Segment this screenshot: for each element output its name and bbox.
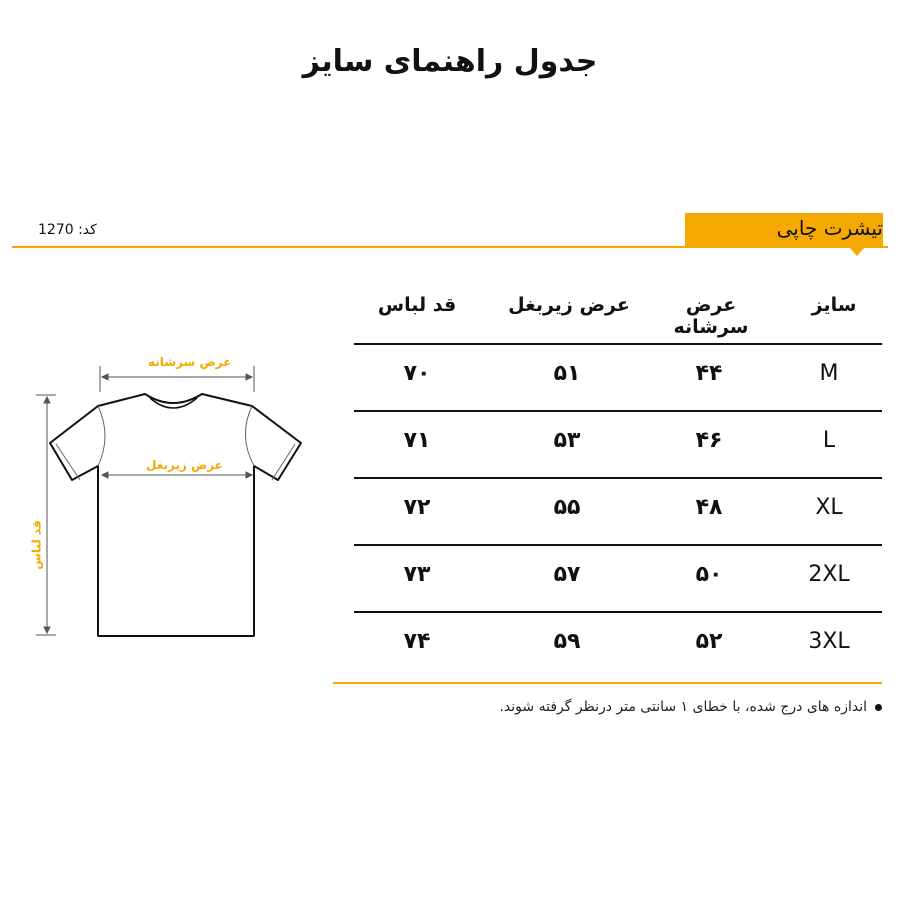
cell-shoulder: ۴۸ <box>695 495 723 520</box>
table-row <box>354 477 882 546</box>
garment-length-label: قد لباس <box>29 520 44 570</box>
product-tag-pointer <box>850 248 864 256</box>
product-tag-label: تیشرت چاپی <box>776 216 883 240</box>
cell-chest: ۵۱ <box>553 361 581 386</box>
cell-size: XL <box>815 495 843 520</box>
cell-shoulder: ۴۴ <box>695 361 723 386</box>
cell-length: ۷۲ <box>403 495 431 520</box>
table-row <box>354 544 882 613</box>
table-row <box>354 611 882 680</box>
bullet-icon <box>875 704 882 711</box>
header-size: سایز <box>811 294 857 316</box>
header-length: قد لباس <box>377 294 457 316</box>
cell-length: ۷۱ <box>403 428 431 453</box>
measurement-note <box>499 699 882 715</box>
table-bottom-divider <box>333 682 882 684</box>
chest-width-label: عرض زیربغل <box>146 458 223 472</box>
table-header <box>354 288 882 344</box>
cell-shoulder: ۵۰ <box>695 562 723 587</box>
shoulder-width-label: عرض سرشانه <box>148 355 232 369</box>
cell-size: 2XL <box>808 562 850 587</box>
table-row <box>354 343 882 412</box>
tshirt-outline <box>50 394 301 636</box>
length-measure-arrow <box>36 395 56 635</box>
cell-chest: ۵۷ <box>553 562 581 587</box>
cell-chest: ۵۹ <box>553 629 581 654</box>
cell-size: 3XL <box>808 629 850 654</box>
table-row <box>354 410 882 479</box>
page-title: جدول راهنمای سایز <box>302 44 598 79</box>
cell-length: ۷۰ <box>403 361 431 386</box>
cell-size: M <box>819 361 839 386</box>
header-shoulder-width: عرض سرشانه <box>673 294 749 338</box>
cell-chest: ۵۳ <box>553 428 581 453</box>
cell-length: ۷۳ <box>403 562 431 587</box>
tshirt-diagram <box>20 340 320 650</box>
cell-shoulder: ۴۶ <box>695 428 723 453</box>
shoulder-measure-arrow <box>100 366 254 392</box>
cell-shoulder: ۵۲ <box>695 629 723 654</box>
cell-chest: ۵۵ <box>553 495 581 520</box>
product-code: کد: 1270 <box>38 222 97 238</box>
note-text: اندازه های درج شده، با خطای ۱ سانتی متر درنظر گرفته شوند. <box>499 699 867 715</box>
cell-size: L <box>822 428 836 453</box>
cell-length: ۷۴ <box>403 629 431 654</box>
header-chest-width: عرض زیربغل <box>508 294 630 316</box>
